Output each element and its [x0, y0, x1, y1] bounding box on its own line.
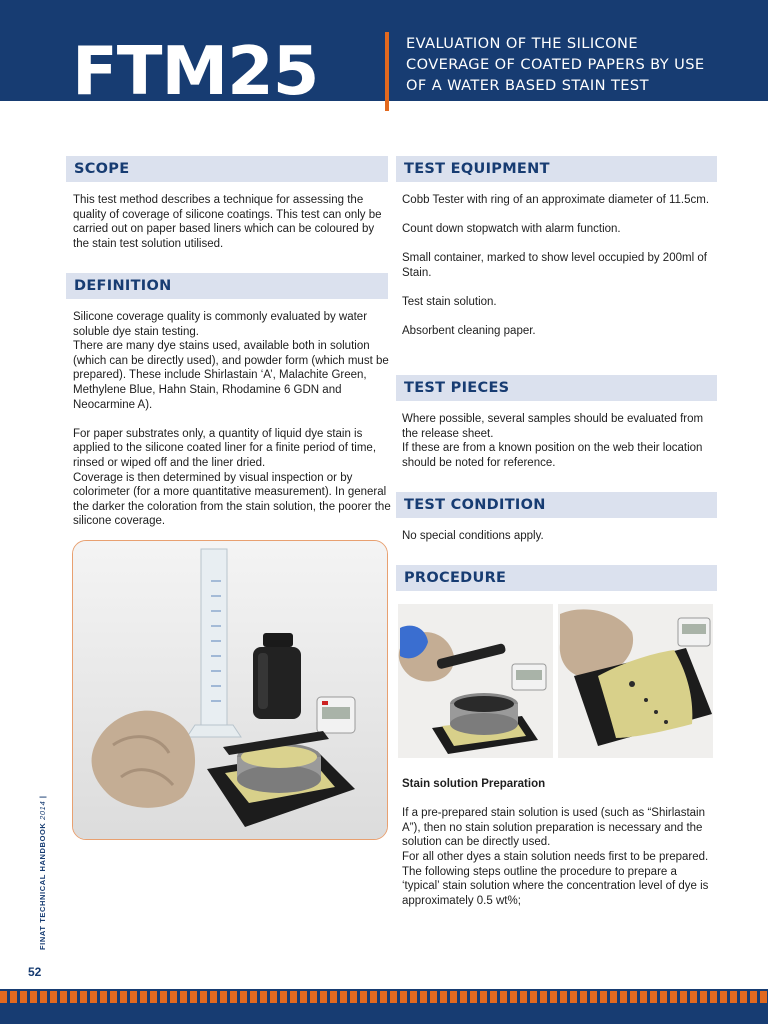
definition-paragraph: Silicone coverage quality is commonly evaluated by water soluble dye stain testing. — [73, 311, 368, 338]
scope-paragraph: This test method describes a technique for assessing the quality of coverage of silicone coatings. This test can only be carried out on paper based liners which can be coloured by the stain test solution utilised. — [73, 194, 382, 250]
handbook-year: 2014 — [38, 800, 47, 820]
handbook-label: FINAT TECHNICAL HANDBOOK 2014 | — [38, 795, 47, 950]
equipment-illustration — [73, 541, 387, 839]
test-pieces-text — [402, 412, 717, 470]
title-line: OF A WATER BASED STAIN TEST — [406, 77, 649, 94]
method-code: FTM25 — [72, 32, 319, 110]
equipment-item: Cobb Tester with ring of an approximate diameter of 11.5cm. — [402, 194, 710, 206]
procedure-photo-pouring — [398, 604, 553, 758]
equipment-item: Absorbent cleaning paper. — [402, 325, 536, 338]
equipment-photo — [72, 540, 388, 840]
handbook-sidebar — [28, 795, 47, 960]
test-condition-heading: TEST CONDITION — [396, 492, 717, 518]
title-line: COVERAGE OF COATED PAPERS BY USE — [406, 56, 705, 73]
page-header — [0, 0, 768, 110]
test-pieces-heading: TEST PIECES — [396, 375, 717, 401]
procedure-photo-stained-sheet — [558, 604, 713, 758]
procedure-heading: PROCEDURE — [396, 565, 717, 591]
test-condition-paragraph: No special conditions apply. — [402, 530, 544, 542]
procedure-subheading: Stain solution Preparation — [402, 778, 546, 790]
handbook-title: FINAT TECHNICAL HANDBOOK — [38, 822, 47, 950]
title-divider — [385, 32, 389, 111]
stained-sheet-illustration — [558, 604, 713, 758]
definition-paragraph: Coverage is then determined by visual inspection or by colorimeter (for a more quantitative measurement). In general the darker the coloration from the stain solution, the poorer the silicone coverage. — [73, 471, 391, 528]
definition-paragraph: There are many dye stains used, available both in solution (which can be directly used), and powder form (which must be prepared). These include Shirlastain ‘A’, Malachite Green, Methylene Blue, Hahn Stain, Rhodamine 6 GDN and Neocarmine A). — [73, 340, 389, 411]
footer-dash-pattern — [0, 991, 768, 1003]
scope-text — [73, 193, 391, 251]
equipment-item: Test stain solution. — [402, 296, 497, 309]
definition-text — [73, 310, 391, 529]
procedure-paragraph: If a pre-prepared stain solution is used (such as “Shirlastain A”), then no stain solution preparation is necessary and the solution can be directly used. — [402, 807, 705, 849]
page-number: 52 — [28, 965, 42, 979]
definition-heading: DEFINITION — [66, 273, 388, 299]
page-title — [406, 33, 726, 96]
procedure-text — [402, 777, 717, 908]
test-pieces-paragraph: If these are from a known position on the web their location should be noted for reference. — [402, 442, 703, 469]
test-equipment-list — [402, 193, 717, 339]
equipment-item: Small container, marked to show level occupied by 200ml of Stain. — [402, 252, 707, 279]
test-condition-text — [402, 529, 717, 544]
scope-heading: SCOPE — [66, 156, 388, 182]
procedure-paragraph: For all other dyes a stain solution needs first to be prepared. The following steps outline the procedure to prepare a ‘typical’ stain solution where the concentration level of dye is approximately 0.5 wt%; — [402, 850, 709, 907]
equipment-item: Count down stopwatch with alarm function. — [402, 223, 621, 236]
test-equipment-heading: TEST EQUIPMENT — [396, 156, 717, 182]
test-pieces-paragraph: Where possible, several samples should be evaluated from the release sheet. — [402, 413, 704, 440]
title-line: EVALUATION OF THE SILICONE — [406, 35, 638, 52]
definition-paragraph: For paper substrates only, a quantity of liquid dye stain is applied to the silicone coated liner for a finite period of time, rinsed or wiped off and the liner dried. — [73, 427, 377, 469]
pouring-illustration — [398, 604, 553, 758]
